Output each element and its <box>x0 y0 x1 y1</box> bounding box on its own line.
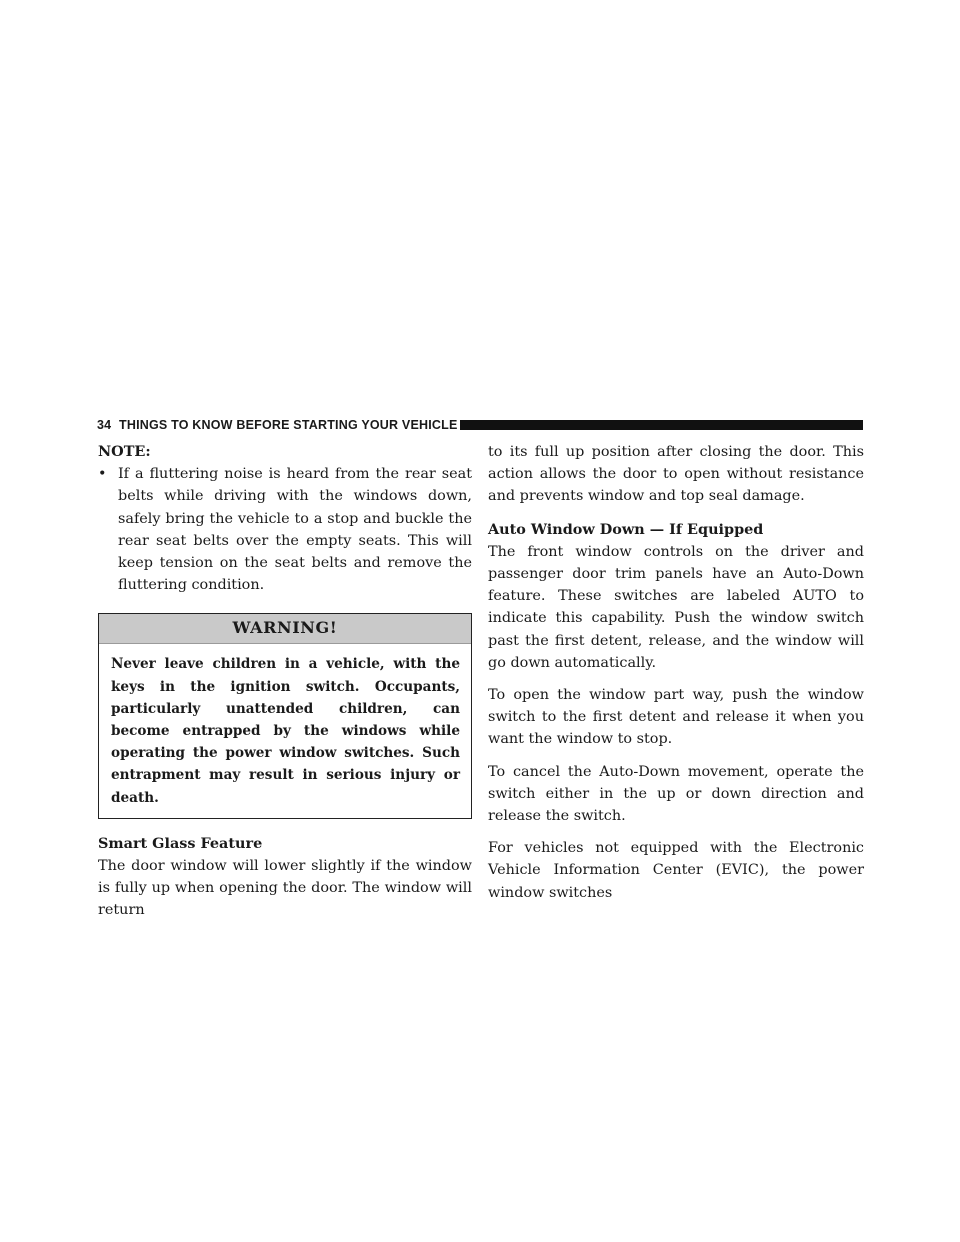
auto-down-text: The front window controls on the driver and passenger door trim panels have an Auto-Down feature. These switches are labeled AUTO to indicate this capability. Push the window switch past the first detent, release, and the window will go down automatically. <box>488 543 864 671</box>
partial-open-text: To open the window part way, push the window switch to the first detent and release it when you want the window to stop. <box>488 687 864 748</box>
evic-text: For vehicles not equipped with the Electronic Vehicle Information Center (EVIC), the power window switches <box>488 840 864 901</box>
auto-down-heading: Auto Window Down — If Equipped <box>488 520 764 538</box>
section-title: THINGS TO KNOW BEFORE STARTING YOUR VEHICLE <box>119 418 458 432</box>
smart-glass-heading: Smart Glass Feature <box>98 834 263 852</box>
page-header <box>97 418 863 432</box>
warning-title: WARNING! <box>99 614 471 644</box>
left-column <box>98 441 472 922</box>
note-bullet-text: If a fluttering noise is heard from the rear seat belts while driving with the windows down, safely bring the vehicle to a stop and buckle the rear seat belts over the empty seats. This will keep tension on the seat belts and remove the fluttering condition. <box>118 466 472 594</box>
bullet-icon: • <box>98 466 107 483</box>
header-rule-bar <box>460 420 863 430</box>
right-column <box>488 441 864 904</box>
note-list <box>98 463 472 596</box>
cancel-text: To cancel the Auto-Down movement, operate the switch either in the up or down direction and release the switch. <box>488 763 864 825</box>
note-label: NOTE: <box>98 443 151 460</box>
page-number: 34 <box>97 418 112 432</box>
smart-glass-continued-text: to its full up position after closing the door. This action allows the door to open without resistance and prevents window and top seal damage. <box>488 444 864 505</box>
warning-body: Never leave children in a vehicle, with the keys in the ignition switch. Occupants, particularly unattended children, can become entrapped by the windows while operating the power window switches. Such entrapment may result in serious injury or death. <box>111 656 460 806</box>
note-list-item <box>98 463 472 596</box>
warning-box <box>98 613 472 818</box>
smart-glass-text: The door window will lower slightly if the window is fully up when opening the door. The window will return <box>98 858 472 919</box>
